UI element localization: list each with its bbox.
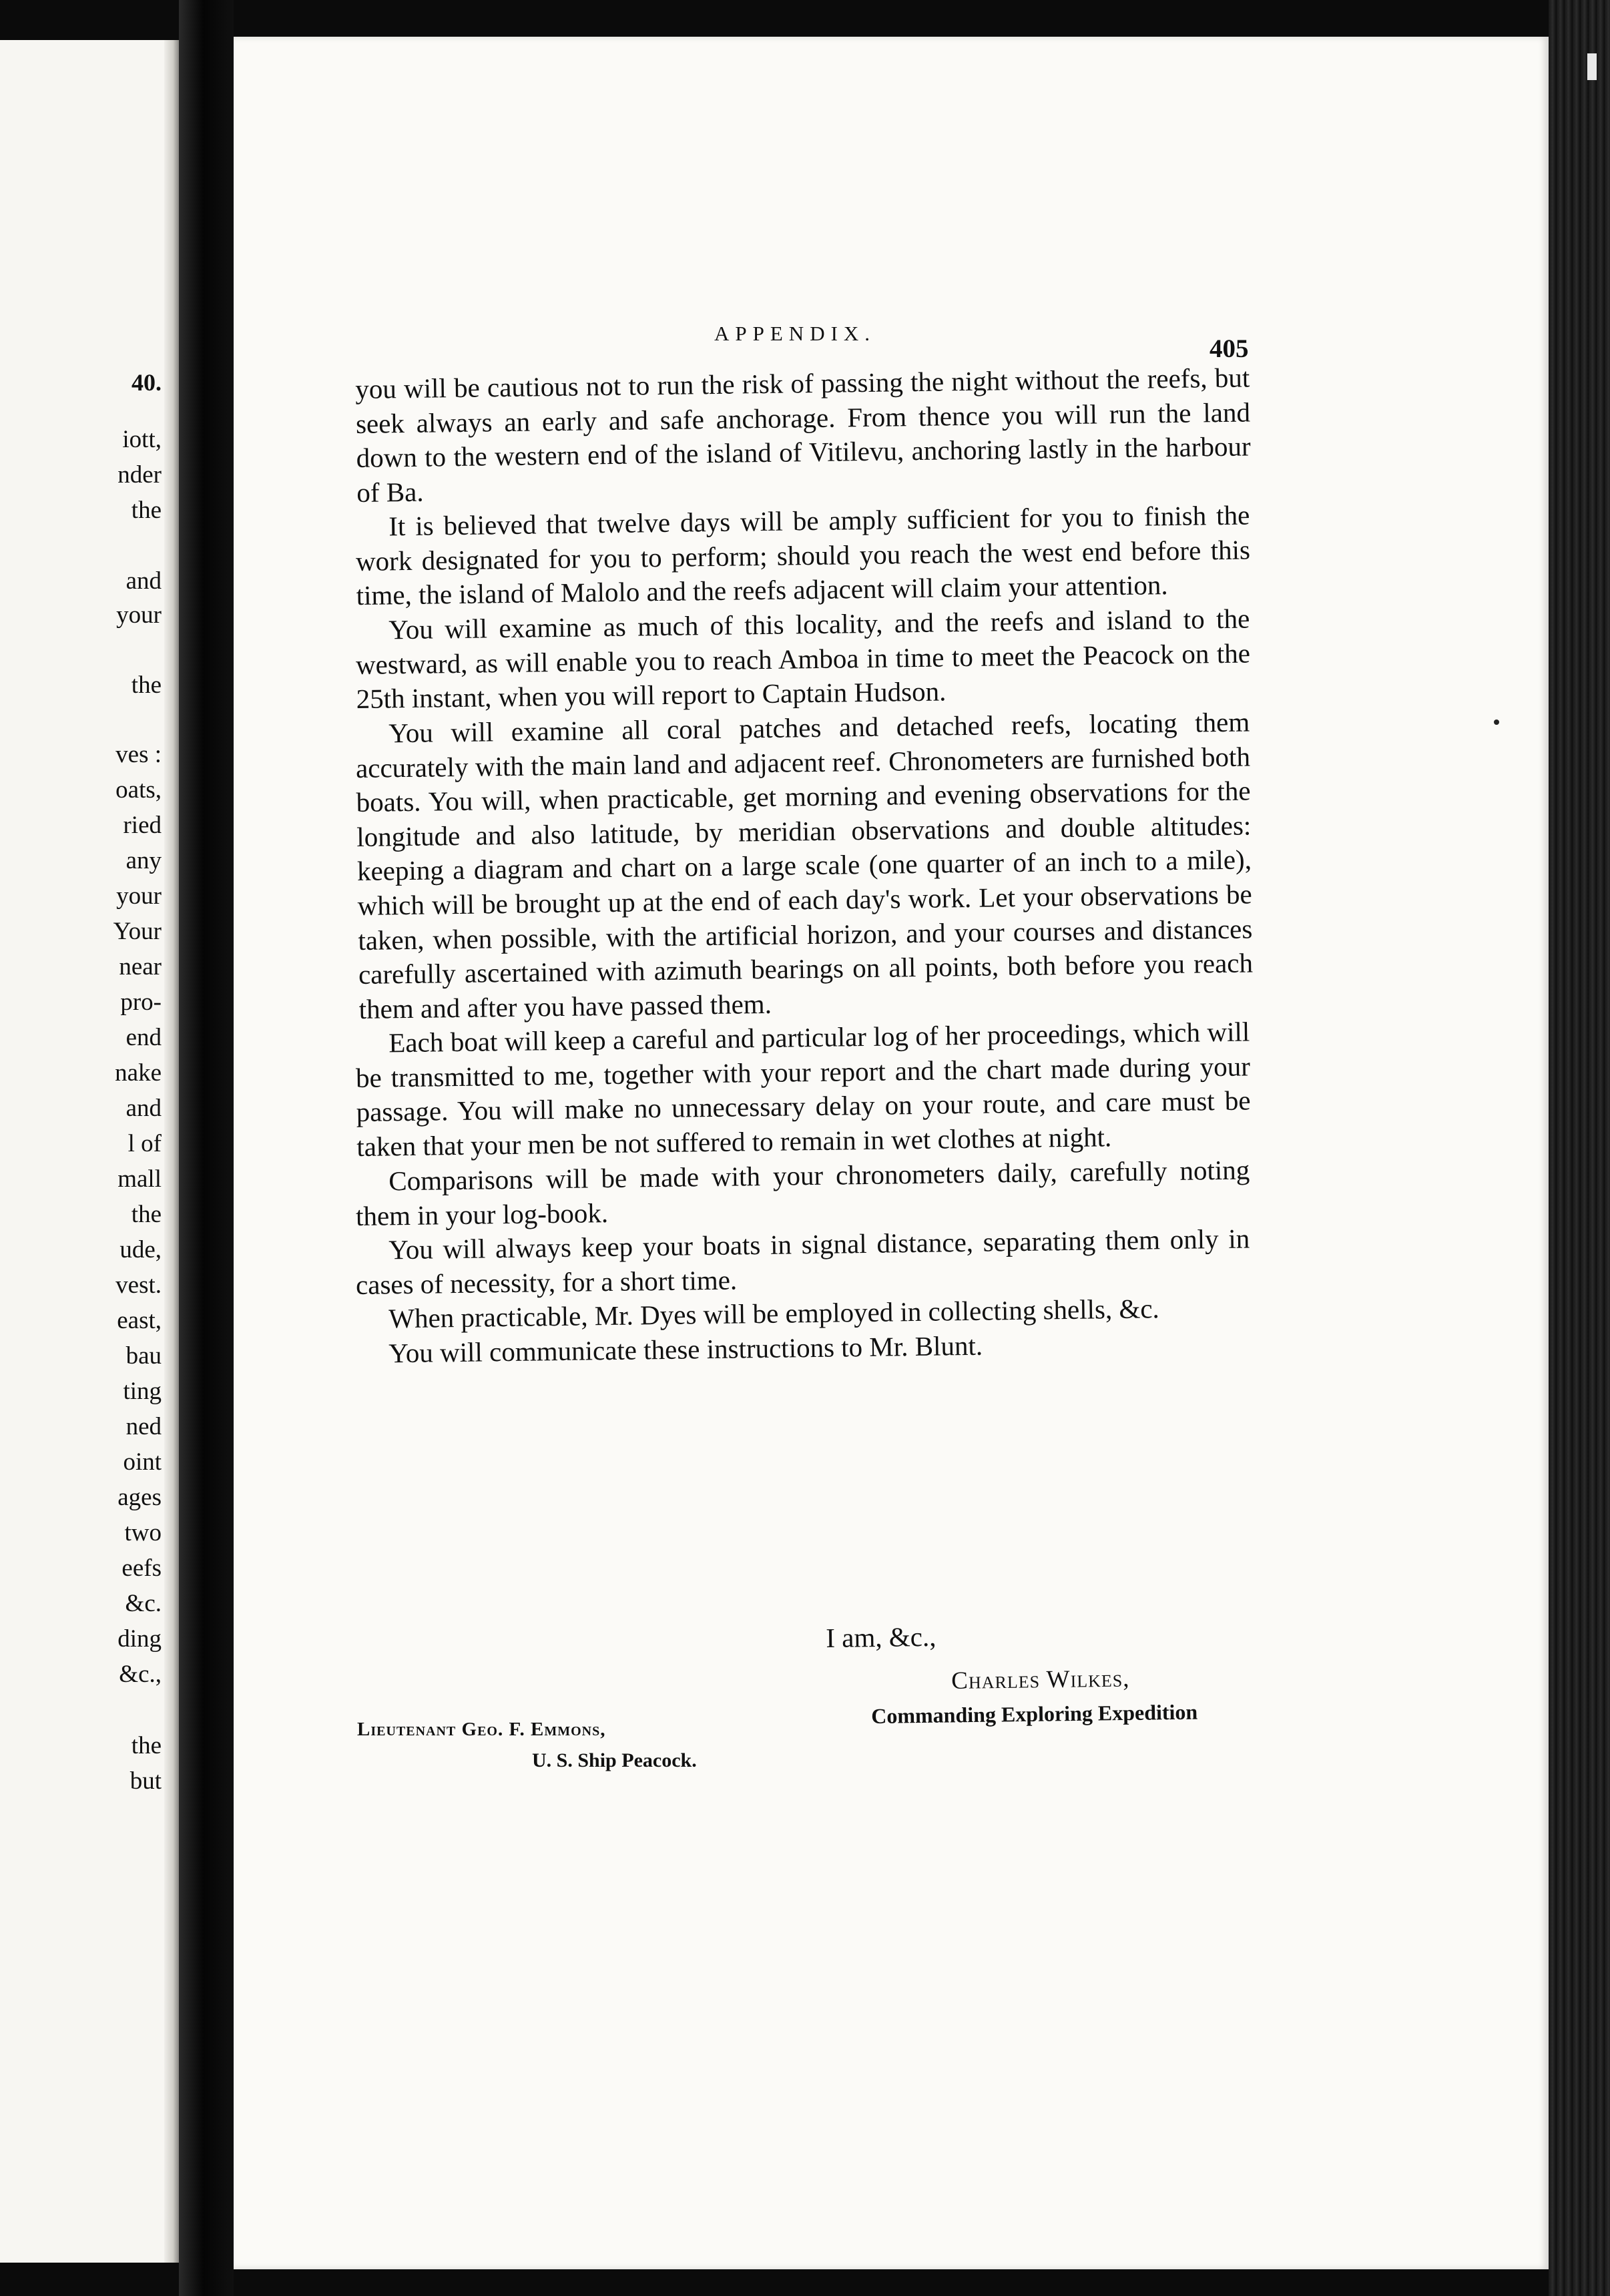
paragraph: You will communicate these instructions to Mr. Blunt. bbox=[388, 1330, 983, 1368]
facing-page-line-fragment: any bbox=[125, 847, 162, 874]
facing-page-line-fragment: the bbox=[131, 1732, 162, 1759]
facing-page-line-fragment: l of bbox=[127, 1130, 162, 1157]
facing-page-fragment bbox=[0, 40, 179, 2263]
facing-page-line-fragment: nder bbox=[117, 461, 162, 489]
paragraph: It is believed that twelve days will be amply sufficient for you to finish the work designated for you to perform; should you reach the west end before this time, the island of Malolo and the reefs adjacent will claim your attention. bbox=[355, 499, 1251, 611]
facing-page-line-fragment: vest. bbox=[115, 1271, 162, 1299]
addressee-name: Lieutenant Geo. F. Emmons, bbox=[357, 1719, 606, 1740]
paragraph: You will always keep your boats in signal distance, separating them only in cases of necessity, for a short time. bbox=[355, 1223, 1250, 1300]
book-edge bbox=[1549, 0, 1610, 2296]
facing-page-line-fragment: east, bbox=[117, 1307, 162, 1334]
paragraph: you will be cautious not to run the risk of passing the night without the reefs, but seek always an early and safe anchorage. From thence you will run the land down to the western end of the island of Vitilevu, anchoring lastly in the harbour of Ba. bbox=[355, 362, 1251, 508]
body-text bbox=[355, 362, 1254, 1371]
edge-mark bbox=[1587, 53, 1597, 80]
addressee-ship: U. S. Ship Peacock. bbox=[532, 1749, 697, 1771]
page-speck bbox=[1494, 720, 1499, 725]
facing-page-line-fragment: the bbox=[131, 497, 162, 524]
page-number: 405 bbox=[1210, 334, 1249, 363]
facing-page-line-fragment: nake bbox=[115, 1059, 162, 1087]
facing-page-line-fragment: oint bbox=[123, 1448, 162, 1476]
paragraph: Each boat will keep a careful and particular log of her proceedings, which will be transmitted to me, together with your report and the chart made during your passage. You will make no unnecessary delay on your route, and care must be taken that your men be not suffered to remain in wet clothes at night. bbox=[355, 1016, 1251, 1163]
facing-page-line-fragment: iott, bbox=[122, 426, 162, 453]
signer-title: Commanding Exploring Expedition bbox=[871, 1699, 1198, 1728]
facing-page-line-fragment: eefs bbox=[121, 1554, 162, 1582]
facing-page-line-fragment: end bbox=[125, 1024, 162, 1051]
facing-page-line-fragment: ude, bbox=[119, 1236, 162, 1263]
facing-page-line-fragment: 40. bbox=[131, 369, 162, 396]
facing-page-line-fragment: ages bbox=[117, 1484, 162, 1511]
facing-page-line-fragment: bau bbox=[125, 1342, 162, 1370]
paragraph: Comparisons will be made with your chronometers daily, carefully noting them in your log-book. bbox=[355, 1154, 1250, 1231]
facing-page-line-fragment: the bbox=[131, 1201, 162, 1228]
facing-page-line-fragment: your bbox=[116, 601, 162, 629]
signer-name: Charles Wilkes, bbox=[951, 1665, 1130, 1695]
facing-page-line-fragment: ried bbox=[123, 812, 162, 839]
paragraph: You will examine as much of this locality, and the reefs and island to the westward, as will enable you to reach Amboa in time to meet the Peacock on the 25th instant, when you will report to Captain Hudson. bbox=[355, 603, 1251, 715]
facing-page-line-fragment: your bbox=[116, 882, 162, 910]
facing-page-line-fragment: oats, bbox=[115, 776, 162, 804]
running-head: APPENDIX. bbox=[714, 322, 876, 345]
facing-page-line-fragment: ding bbox=[117, 1625, 162, 1653]
facing-page-line-fragment: near bbox=[119, 953, 162, 980]
page-fold bbox=[164, 40, 179, 2263]
book-gutter bbox=[179, 0, 234, 2296]
facing-page-line-fragment: Your bbox=[113, 918, 162, 945]
facing-page-line-fragment: the bbox=[131, 671, 162, 699]
paragraph: When practicable, Mr. Dyes will be employed in collecting shells, &c. bbox=[388, 1293, 1160, 1334]
facing-page-line-fragment: ned bbox=[125, 1413, 162, 1440]
closing-salutation: I am, &c., bbox=[826, 1621, 936, 1653]
facing-page-line-fragment: ting bbox=[123, 1378, 162, 1405]
facing-page-line-fragment: two bbox=[124, 1519, 162, 1546]
paragraph: You will examine all coral patches and detached reefs, locating them accurately with the main land and adjacent reef. Chronometers are furnished both boats. You will, when practicable, get morning and evening observations for the longitude and also latitude, by meridian observations and double altitudes: keeping a diagram and chart on a large scale (one quarter of an inch to a mile), which will be brought up at the end of each day's work. Let your observations be taken, when possible, with the artificial horizon, and your courses and distances carefully ascertained with azimuth bearings on all points, both before you reach them and after you have passed them. bbox=[355, 706, 1254, 1025]
facing-page-line-fragment: ves : bbox=[115, 741, 162, 768]
facing-page-line-fragment: but bbox=[129, 1767, 162, 1795]
facing-page-line-fragment: and bbox=[125, 567, 162, 595]
facing-page-line-fragment: &c., bbox=[119, 1661, 162, 1688]
facing-page-line-fragment: and bbox=[125, 1095, 162, 1122]
facing-page-line-fragment: &c. bbox=[125, 1590, 162, 1617]
facing-page-line-fragment: pro- bbox=[120, 988, 162, 1016]
facing-page-line-fragment: mall bbox=[117, 1165, 162, 1193]
